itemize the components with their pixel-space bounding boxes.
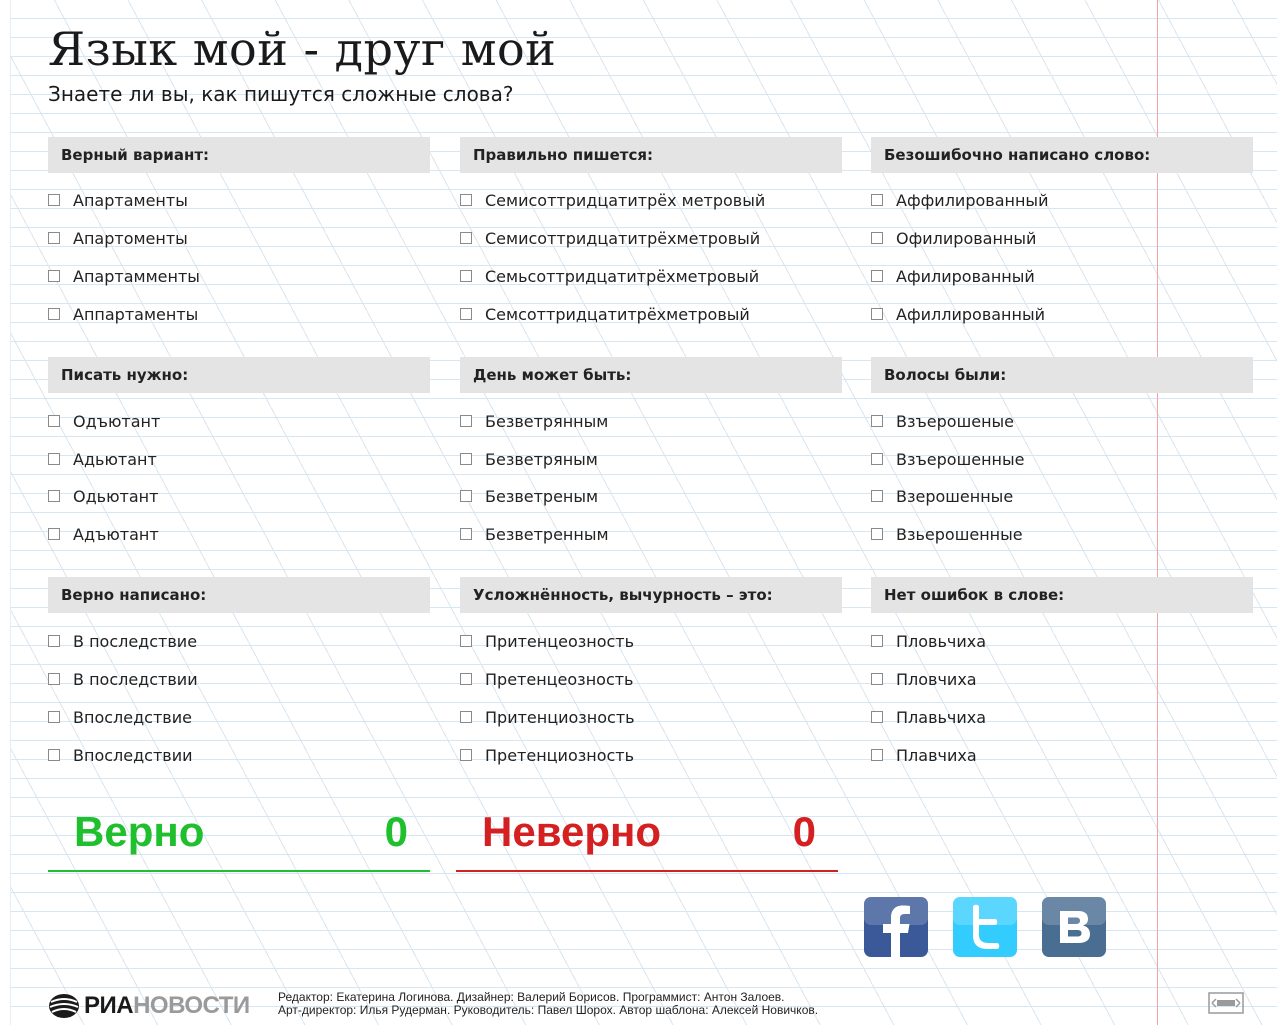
page-subtitle: Знаете ли вы, как пишутся сложные слова? <box>48 82 514 106</box>
question-title: Верный вариант: <box>48 137 430 173</box>
question-block <box>48 357 430 544</box>
option[interactable] <box>460 228 760 250</box>
facebook-share-button[interactable] <box>864 897 928 957</box>
option-label: Аффилированный <box>896 191 1049 210</box>
checkbox-icon[interactable] <box>460 194 472 206</box>
checkbox-icon[interactable] <box>48 490 60 502</box>
correct-score-value: 0 <box>384 808 408 855</box>
option-label: Апартаменты <box>73 191 188 210</box>
question-block <box>460 577 842 765</box>
checkbox-icon[interactable] <box>48 528 60 540</box>
option[interactable] <box>871 304 1045 326</box>
checkbox-icon[interactable] <box>460 415 472 427</box>
option-label: Одъютант <box>73 412 161 431</box>
credits-line: Редактор: Екатерина Логинова. Дизайнер: Валерий Борисов. Программист: Антон Залоев. <box>278 990 785 1004</box>
option-label: Безветреным <box>485 487 599 506</box>
option[interactable] <box>48 228 188 250</box>
option-label: Афилированный <box>896 267 1035 286</box>
question-title: Нет ошибок в слове: <box>871 577 1253 613</box>
option-label: Претенцеозность <box>485 670 634 689</box>
option-label: Взерошенные <box>896 487 1014 506</box>
option[interactable] <box>871 411 1014 433</box>
option[interactable] <box>871 449 1024 471</box>
option[interactable] <box>460 190 765 212</box>
option-label: Адъютант <box>73 525 159 544</box>
checkbox-icon[interactable] <box>871 415 883 427</box>
option-label: Семьсоттридцатитрёхметровый <box>485 267 760 286</box>
option[interactable] <box>48 745 193 767</box>
option[interactable] <box>460 486 598 508</box>
option-label: Притенцеозность <box>485 632 635 651</box>
option-label: Безветренным <box>485 525 609 544</box>
option-label: Взъерошенные <box>896 450 1025 469</box>
page-title: Язык мой - друг мой <box>48 22 557 76</box>
option-label: Аппартаменты <box>73 305 199 324</box>
question-title: День может быть: <box>460 357 842 393</box>
checkbox-icon[interactable] <box>460 490 472 502</box>
ria-globe-icon <box>48 992 80 1020</box>
question-block <box>48 137 430 324</box>
option-label: Семсоттридцатитрёхметровый <box>485 305 750 324</box>
checkbox-icon[interactable] <box>48 711 60 723</box>
checkbox-icon[interactable] <box>871 453 883 465</box>
question-block <box>871 577 1253 765</box>
option[interactable] <box>871 190 1048 212</box>
checkbox-icon[interactable] <box>871 711 883 723</box>
facebook-icon <box>864 897 928 957</box>
option-label: Офилированный <box>896 229 1037 248</box>
checkbox-icon[interactable] <box>48 194 60 206</box>
question-title: Волосы были: <box>871 357 1253 393</box>
question-title: Усложнённость, вычурность – это: <box>460 577 842 613</box>
option-label: Взьерошенные <box>896 525 1023 544</box>
option-label: Плавчиха <box>896 746 977 765</box>
twitter-share-button[interactable] <box>953 897 1017 957</box>
option[interactable] <box>460 745 634 767</box>
option[interactable] <box>871 631 986 653</box>
option-label: Впоследствии <box>73 746 193 765</box>
question-block <box>48 577 430 765</box>
option[interactable] <box>48 190 188 212</box>
option[interactable] <box>48 707 192 729</box>
option[interactable] <box>48 266 200 288</box>
logo-novosti-text: НОВОСТИ <box>133 992 250 1019</box>
credits <box>278 991 818 1017</box>
checkbox-icon[interactable] <box>871 194 883 206</box>
option-label: Пловьчиха <box>896 632 987 651</box>
option[interactable] <box>871 228 1036 250</box>
checkbox-icon[interactable] <box>460 308 472 320</box>
option[interactable] <box>460 631 634 653</box>
option[interactable] <box>460 524 609 546</box>
correct-score-label: Верно <box>74 808 205 855</box>
option-label: Пловчиха <box>896 670 977 689</box>
checkbox-icon[interactable] <box>48 635 60 647</box>
checkbox-icon[interactable] <box>460 270 472 282</box>
question-block <box>871 357 1253 544</box>
option-label: Семисоттридцатитрёх метровый <box>485 191 766 210</box>
option[interactable] <box>460 411 608 433</box>
option-label: В последствии <box>73 670 198 689</box>
wrong-score <box>456 808 838 872</box>
checkbox-icon[interactable] <box>871 270 883 282</box>
checkbox-icon[interactable] <box>871 528 883 540</box>
checkbox-icon[interactable] <box>871 673 883 685</box>
option-label: Одьютант <box>73 487 159 506</box>
option-label: В последствие <box>73 632 198 651</box>
checkbox-icon[interactable] <box>460 528 472 540</box>
checkbox-icon[interactable] <box>48 415 60 427</box>
checkbox-icon[interactable] <box>460 232 472 244</box>
option[interactable] <box>48 524 159 546</box>
option-label: Плавьчиха <box>896 708 987 727</box>
vkontakte-share-button[interactable] <box>1042 897 1106 957</box>
checkbox-icon[interactable] <box>48 270 60 282</box>
option[interactable] <box>48 669 198 691</box>
checkbox-icon[interactable] <box>871 635 883 647</box>
option[interactable] <box>48 449 157 471</box>
checkbox-icon[interactable] <box>48 308 60 320</box>
question-block <box>460 357 842 544</box>
vk-icon <box>1042 897 1106 957</box>
question-title: Писать нужно: <box>48 357 430 393</box>
option-label: Взъерошеные <box>896 412 1014 431</box>
logo-ria-text: РИА <box>84 992 134 1019</box>
option[interactable] <box>48 631 197 653</box>
option-label: Семисоттридцатитрёхметровый <box>485 229 761 248</box>
wrong-score-label: Неверно <box>482 808 661 855</box>
option-label: Безветряным <box>485 450 598 469</box>
checkbox-icon[interactable] <box>48 749 60 761</box>
option[interactable] <box>460 304 750 326</box>
option[interactable] <box>871 266 1035 288</box>
option[interactable] <box>460 669 633 691</box>
question-title: Правильно пишется: <box>460 137 842 173</box>
embed-icon[interactable] <box>1208 992 1244 1014</box>
option[interactable] <box>48 486 158 508</box>
twitter-icon <box>953 897 1017 957</box>
checkbox-icon[interactable] <box>48 673 60 685</box>
option-label: Апартоменты <box>73 229 188 248</box>
checkbox-icon[interactable] <box>48 453 60 465</box>
correct-score-underline <box>48 870 430 872</box>
question-title: Безошибочно написано слово: <box>871 137 1253 173</box>
checkbox-icon[interactable] <box>871 232 883 244</box>
checkbox-icon[interactable] <box>871 749 883 761</box>
option-label: Притенциозность <box>485 708 635 727</box>
wrong-score-underline <box>456 870 838 872</box>
option[interactable] <box>871 707 986 729</box>
checkbox-icon[interactable] <box>48 232 60 244</box>
option[interactable] <box>48 411 160 433</box>
checkbox-icon[interactable] <box>871 308 883 320</box>
option[interactable] <box>460 449 598 471</box>
option-label: Безветрянным <box>485 412 609 431</box>
option[interactable] <box>871 745 977 767</box>
checkbox-icon[interactable] <box>460 711 472 723</box>
question-block <box>871 137 1253 324</box>
credits-line: Арт-директор: Илья Рудерман. Руководитель: Павел Шорох. Автор шаблона: Алексей Новичков. <box>278 1003 819 1017</box>
checkbox-icon[interactable] <box>460 749 472 761</box>
option[interactable] <box>871 524 1023 546</box>
question-title: Верно написано: <box>48 577 430 613</box>
option-label: Претенциозность <box>485 746 635 765</box>
option[interactable] <box>48 304 198 326</box>
option[interactable] <box>460 707 635 729</box>
option[interactable] <box>460 266 759 288</box>
option[interactable] <box>871 486 1013 508</box>
checkbox-icon[interactable] <box>460 453 472 465</box>
checkbox-icon[interactable] <box>460 635 472 647</box>
wrong-score-value: 0 <box>792 808 816 855</box>
checkbox-icon[interactable] <box>871 490 883 502</box>
option[interactable] <box>871 669 977 691</box>
correct-score <box>48 808 430 872</box>
option-label: Апартамменты <box>73 267 200 286</box>
option-label: Впоследствие <box>73 708 192 727</box>
option-label: Афиллированный <box>896 305 1046 324</box>
question-block <box>460 137 842 324</box>
option-label: Адьютант <box>73 450 157 469</box>
checkbox-icon[interactable] <box>460 673 472 685</box>
